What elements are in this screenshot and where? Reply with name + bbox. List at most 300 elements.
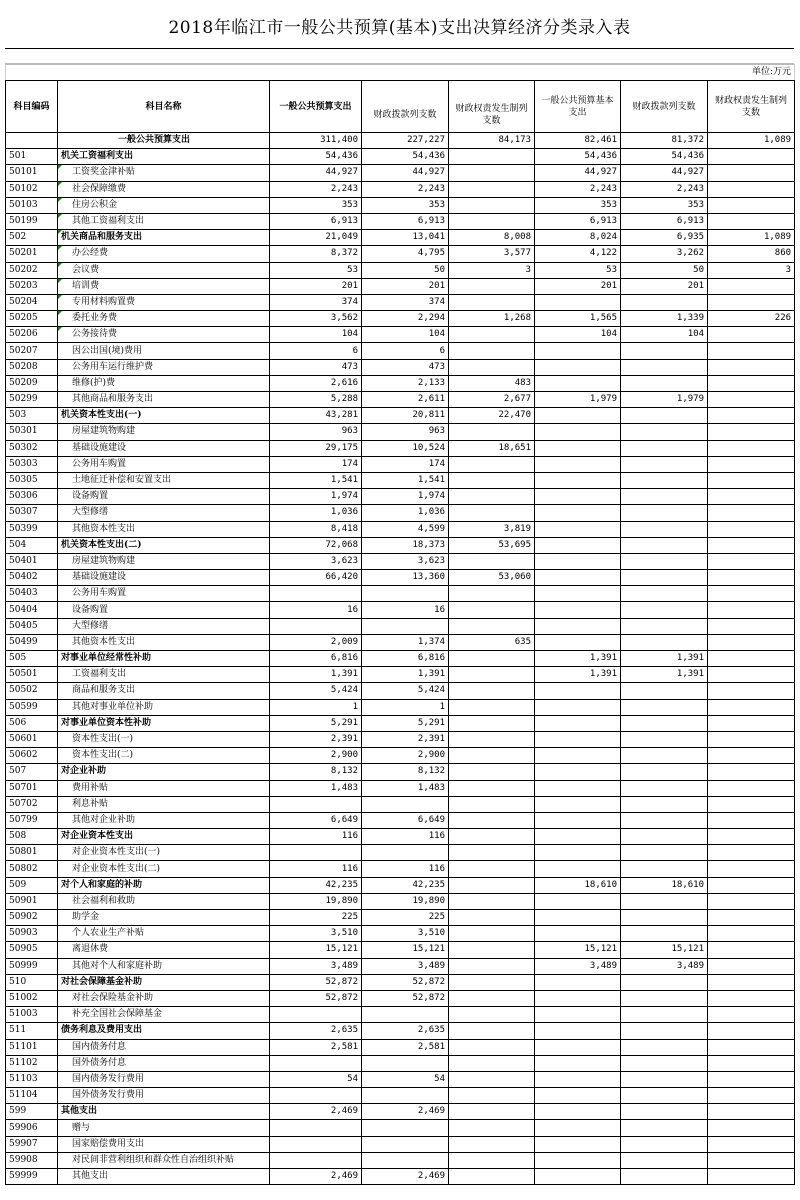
cell-basic-accrual[interactable]	[708, 472, 795, 488]
cell-total[interactable]: 104	[270, 327, 362, 343]
cell-name[interactable]: 房屋建筑物购建	[58, 424, 270, 440]
cell-basic-alloc[interactable]	[621, 974, 708, 990]
cell-alloc[interactable]: 19,890	[362, 893, 449, 909]
cell-basic-accrual[interactable]	[708, 942, 795, 958]
cell-basic-accrual[interactable]	[708, 149, 795, 165]
cell-name[interactable]: 其他支出	[58, 1104, 270, 1120]
cell-accrual[interactable]	[449, 958, 535, 974]
cell-basic-alloc[interactable]	[621, 1152, 708, 1168]
cell-code[interactable]: 50402	[6, 570, 58, 586]
cell-name[interactable]: 商品和服务支出	[58, 683, 270, 699]
cell-name[interactable]: 其他对企业补助	[58, 812, 270, 828]
cell-name[interactable]: 专用材料购置费	[58, 294, 270, 310]
cell-total[interactable]: 8,372	[270, 246, 362, 262]
cell-accrual[interactable]: 1,268	[449, 311, 535, 327]
cell-name[interactable]: 资本性支出(一)	[58, 731, 270, 747]
cell-code[interactable]: 59906	[6, 1120, 58, 1136]
cell-basic[interactable]: 18,610	[535, 877, 621, 893]
cell-basic[interactable]: 8,024	[535, 230, 621, 246]
cell-name[interactable]: 设备购置	[58, 602, 270, 618]
cell-basic-alloc[interactable]	[621, 1104, 708, 1120]
cell-total[interactable]: 374	[270, 294, 362, 310]
cell-code[interactable]: 50301	[6, 424, 58, 440]
cell-accrual[interactable]	[449, 974, 535, 990]
cell-total[interactable]: 201	[270, 278, 362, 294]
cell-basic-alloc[interactable]	[621, 715, 708, 731]
cell-basic-alloc[interactable]	[621, 812, 708, 828]
cell-code[interactable]: 50601	[6, 731, 58, 747]
cell-accrual[interactable]	[449, 715, 535, 731]
cell-code[interactable]: 50499	[6, 634, 58, 650]
cell-basic[interactable]	[535, 472, 621, 488]
cell-basic[interactable]	[535, 553, 621, 569]
cell-code[interactable]: 50199	[6, 213, 58, 229]
cell-basic-accrual[interactable]	[708, 327, 795, 343]
cell-total[interactable]	[270, 1007, 362, 1023]
cell-basic-alloc[interactable]	[621, 343, 708, 359]
cell-code[interactable]: 59908	[6, 1152, 58, 1168]
cell-accrual[interactable]	[449, 910, 535, 926]
cell-code[interactable]: 50905	[6, 942, 58, 958]
cell-basic-accrual[interactable]	[708, 165, 795, 181]
cell-alloc[interactable]: 2,133	[362, 375, 449, 391]
cell-code[interactable]: 50205	[6, 311, 58, 327]
cell-accrual[interactable]	[449, 359, 535, 375]
cell-basic-alloc[interactable]: 1,391	[621, 651, 708, 667]
cell-basic[interactable]	[535, 456, 621, 472]
cell-total[interactable]	[270, 618, 362, 634]
cell-basic[interactable]	[535, 489, 621, 505]
cell-basic-alloc[interactable]	[621, 1007, 708, 1023]
cell-total[interactable]: 3,510	[270, 926, 362, 942]
cell-name[interactable]: 大型修缮	[58, 505, 270, 521]
cell-name[interactable]: 资本性支出(二)	[58, 748, 270, 764]
cell-name[interactable]: 对企业资本性支出(二)	[58, 861, 270, 877]
cell-code[interactable]: 508	[6, 829, 58, 845]
cell-basic-accrual[interactable]: 226	[708, 311, 795, 327]
cell-basic-accrual[interactable]	[708, 553, 795, 569]
cell-total[interactable]: 5,424	[270, 683, 362, 699]
cell-name[interactable]: 对个人和家庭的补助	[58, 877, 270, 893]
cell-total[interactable]: 2,581	[270, 1039, 362, 1055]
cell-accrual[interactable]	[449, 1055, 535, 1071]
cell-total[interactable]: 54,436	[270, 149, 362, 165]
cell-name[interactable]: 公务用车购置	[58, 586, 270, 602]
cell-total[interactable]: 963	[270, 424, 362, 440]
cell-accrual[interactable]	[449, 553, 535, 569]
cell-basic-accrual[interactable]	[708, 651, 795, 667]
cell-basic-alloc[interactable]: 1,979	[621, 392, 708, 408]
cell-basic[interactable]	[535, 1039, 621, 1055]
cell-name[interactable]: 办公经费	[58, 246, 270, 262]
cell-basic[interactable]: 4,122	[535, 246, 621, 262]
cell-basic[interactable]: 53	[535, 262, 621, 278]
cell-basic-alloc[interactable]: 15,121	[621, 942, 708, 958]
cell-basic-alloc[interactable]	[621, 618, 708, 634]
cell-basic[interactable]	[535, 1088, 621, 1104]
cell-name[interactable]: 其他商品和服务支出	[58, 392, 270, 408]
cell-basic-alloc[interactable]	[621, 990, 708, 1006]
cell-basic[interactable]: 201	[535, 278, 621, 294]
cell-accrual[interactable]	[449, 602, 535, 618]
cell-name[interactable]: 工资福利支出	[58, 667, 270, 683]
cell-alloc[interactable]: 50	[362, 262, 449, 278]
cell-alloc[interactable]: 44,927	[362, 165, 449, 181]
cell-basic-accrual[interactable]	[708, 521, 795, 537]
cell-basic[interactable]	[535, 424, 621, 440]
cell-basic[interactable]	[535, 602, 621, 618]
cell-total[interactable]: 2,391	[270, 731, 362, 747]
cell-total[interactable]: 53	[270, 262, 362, 278]
cell-alloc[interactable]: 5,424	[362, 683, 449, 699]
cell-name[interactable]: 机关商品和服务支出	[58, 230, 270, 246]
cell-basic-alloc[interactable]: 1,339	[621, 311, 708, 327]
cell-alloc[interactable]: 963	[362, 424, 449, 440]
cell-code[interactable]: 50103	[6, 197, 58, 213]
cell-alloc[interactable]: 2,900	[362, 748, 449, 764]
cell-name[interactable]: 社会福利和救助	[58, 893, 270, 909]
cell-basic-accrual[interactable]: 1,089	[708, 230, 795, 246]
cell-alloc[interactable]	[362, 1055, 449, 1071]
cell-total[interactable]	[270, 1088, 362, 1104]
cell-basic[interactable]	[535, 910, 621, 926]
cell-name[interactable]: 其他对个人和家庭补助	[58, 958, 270, 974]
cell-total[interactable]: 21,049	[270, 230, 362, 246]
cell-code[interactable]: 599	[6, 1104, 58, 1120]
cell-accrual[interactable]	[449, 699, 535, 715]
cell-alloc[interactable]	[362, 618, 449, 634]
cell-name[interactable]: 对社会保障基金补助	[58, 974, 270, 990]
cell-total[interactable]: 8,132	[270, 764, 362, 780]
cell-basic-alloc[interactable]	[621, 359, 708, 375]
cell-alloc[interactable]: 20,811	[362, 408, 449, 424]
cell-basic[interactable]	[535, 343, 621, 359]
cell-code[interactable]: 50599	[6, 699, 58, 715]
cell-basic-alloc[interactable]	[621, 861, 708, 877]
cell-total[interactable]: 72,068	[270, 537, 362, 553]
cell-accrual[interactable]	[449, 1088, 535, 1104]
cell-basic-accrual[interactable]	[708, 1169, 795, 1185]
cell-basic-accrual[interactable]	[708, 877, 795, 893]
cell-basic-accrual[interactable]	[708, 845, 795, 861]
cell-code[interactable]: 50302	[6, 440, 58, 456]
cell-basic-accrual[interactable]	[708, 926, 795, 942]
cell-basic-accrual[interactable]	[708, 715, 795, 731]
cell-basic[interactable]	[535, 974, 621, 990]
cell-basic[interactable]	[535, 731, 621, 747]
cell-basic-alloc[interactable]	[621, 602, 708, 618]
cell-basic-accrual[interactable]	[708, 343, 795, 359]
cell-alloc[interactable]: 6,913	[362, 213, 449, 229]
cell-basic-accrual[interactable]	[708, 375, 795, 391]
cell-alloc[interactable]	[362, 1007, 449, 1023]
cell-basic-accrual[interactable]: 3	[708, 262, 795, 278]
cell-basic-accrual[interactable]	[708, 764, 795, 780]
cell-basic-alloc[interactable]: 2,243	[621, 181, 708, 197]
cell-code[interactable]: 59907	[6, 1136, 58, 1152]
cell-basic[interactable]	[535, 1007, 621, 1023]
cell-basic-accrual[interactable]	[708, 392, 795, 408]
cell-basic[interactable]: 44,927	[535, 165, 621, 181]
cell-name[interactable]: 债务利息及费用支出	[58, 1023, 270, 1039]
cell-basic[interactable]	[535, 1152, 621, 1168]
cell-code[interactable]: 50801	[6, 845, 58, 861]
cell-basic[interactable]: 1,391	[535, 667, 621, 683]
cell-alloc[interactable]: 16	[362, 602, 449, 618]
cell-basic-accrual[interactable]	[708, 213, 795, 229]
cell-alloc[interactable]: 1,036	[362, 505, 449, 521]
cell-basic-accrual[interactable]	[708, 699, 795, 715]
cell-basic-alloc[interactable]	[621, 1071, 708, 1087]
cell-total[interactable]: 473	[270, 359, 362, 375]
cell-accrual[interactable]	[449, 149, 535, 165]
cell-basic-accrual[interactable]	[708, 1152, 795, 1168]
cell-alloc[interactable]: 52,872	[362, 990, 449, 1006]
cell-code[interactable]: 50501	[6, 667, 58, 683]
cell-basic-accrual[interactable]	[708, 586, 795, 602]
cell-basic-accrual[interactable]	[708, 910, 795, 926]
cell-basic[interactable]	[535, 375, 621, 391]
cell-basic-accrual[interactable]	[708, 1007, 795, 1023]
cell-code[interactable]: 50204	[6, 294, 58, 310]
cell-name[interactable]: 维修(护)费	[58, 375, 270, 391]
cell-total[interactable]	[270, 796, 362, 812]
cell-alloc[interactable]: 473	[362, 359, 449, 375]
cell-accrual[interactable]	[449, 731, 535, 747]
cell-total[interactable]: 174	[270, 456, 362, 472]
cell-basic[interactable]	[535, 1120, 621, 1136]
cell-alloc[interactable]: 201	[362, 278, 449, 294]
cell-alloc[interactable]: 3,510	[362, 926, 449, 942]
cell-alloc[interactable]: 2,391	[362, 731, 449, 747]
cell-name[interactable]: 基础设施建设	[58, 570, 270, 586]
cell-accrual[interactable]	[449, 764, 535, 780]
cell-basic-accrual[interactable]	[708, 731, 795, 747]
cell-name[interactable]: 其他工资福利支出	[58, 213, 270, 229]
cell-basic-alloc[interactable]: 81,372	[621, 133, 708, 149]
cell-basic[interactable]: 54,436	[535, 149, 621, 165]
cell-total[interactable]: 6	[270, 343, 362, 359]
cell-accrual[interactable]	[449, 683, 535, 699]
cell-basic[interactable]	[535, 521, 621, 537]
cell-basic[interactable]	[535, 796, 621, 812]
cell-code[interactable]: 51003	[6, 1007, 58, 1023]
cell-accrual[interactable]	[449, 1104, 535, 1120]
cell-accrual[interactable]	[449, 197, 535, 213]
cell-code[interactable]: 506	[6, 715, 58, 731]
cell-basic-accrual[interactable]: 860	[708, 246, 795, 262]
cell-alloc[interactable]: 174	[362, 456, 449, 472]
cell-total[interactable]: 54	[270, 1071, 362, 1087]
cell-basic-alloc[interactable]	[621, 424, 708, 440]
cell-total[interactable]	[270, 845, 362, 861]
cell-total[interactable]	[270, 1055, 362, 1071]
cell-code[interactable]: 50901	[6, 893, 58, 909]
cell-code[interactable]: 51101	[6, 1039, 58, 1055]
cell-total[interactable]: 1	[270, 699, 362, 715]
cell-accrual[interactable]	[449, 1071, 535, 1087]
cell-basic[interactable]	[535, 618, 621, 634]
cell-name[interactable]: 培训费	[58, 278, 270, 294]
cell-alloc[interactable]: 18,373	[362, 537, 449, 553]
cell-alloc[interactable]: 2,635	[362, 1023, 449, 1039]
cell-basic[interactable]	[535, 893, 621, 909]
cell-basic-accrual[interactable]	[708, 424, 795, 440]
cell-basic-accrual[interactable]	[708, 667, 795, 683]
cell-basic[interactable]	[535, 829, 621, 845]
cell-accrual[interactable]: 635	[449, 634, 535, 650]
cell-total[interactable]	[270, 1136, 362, 1152]
cell-accrual[interactable]	[449, 942, 535, 958]
cell-basic[interactable]	[535, 845, 621, 861]
cell-accrual[interactable]: 22,470	[449, 408, 535, 424]
cell-name[interactable]: 其他对事业单位补助	[58, 699, 270, 715]
cell-code[interactable]: 51104	[6, 1088, 58, 1104]
cell-basic-accrual[interactable]	[708, 294, 795, 310]
cell-code[interactable]: 59999	[6, 1169, 58, 1185]
cell-basic-alloc[interactable]	[621, 796, 708, 812]
cell-alloc[interactable]: 116	[362, 861, 449, 877]
cell-code[interactable]: 50602	[6, 748, 58, 764]
cell-total[interactable]: 44,927	[270, 165, 362, 181]
cell-name[interactable]: 国外债务付息	[58, 1055, 270, 1071]
cell-basic[interactable]	[535, 586, 621, 602]
cell-basic[interactable]	[535, 715, 621, 731]
cell-basic-accrual[interactable]	[708, 408, 795, 424]
cell-code[interactable]: 50201	[6, 246, 58, 262]
cell-name[interactable]: 对企业补助	[58, 764, 270, 780]
cell-code[interactable]: 511	[6, 1023, 58, 1039]
cell-code[interactable]: 509	[6, 877, 58, 893]
cell-basic-alloc[interactable]: 18,610	[621, 877, 708, 893]
cell-basic-alloc[interactable]	[621, 1120, 708, 1136]
cell-accrual[interactable]	[449, 505, 535, 521]
cell-alloc[interactable]: 10,524	[362, 440, 449, 456]
cell-accrual[interactable]: 3,819	[449, 521, 535, 537]
cell-basic-alloc[interactable]	[621, 1055, 708, 1071]
cell-basic-alloc[interactable]	[621, 829, 708, 845]
cell-basic-accrual[interactable]	[708, 683, 795, 699]
cell-total[interactable]: 2,243	[270, 181, 362, 197]
cell-code[interactable]: 504	[6, 537, 58, 553]
cell-basic[interactable]	[535, 812, 621, 828]
cell-basic-accrual[interactable]	[708, 1136, 795, 1152]
cell-basic-alloc[interactable]	[621, 440, 708, 456]
cell-basic-alloc[interactable]	[621, 1039, 708, 1055]
cell-basic-accrual[interactable]	[708, 1023, 795, 1039]
cell-name[interactable]: 国外债务发行费用	[58, 1088, 270, 1104]
cell-alloc[interactable]: 3,489	[362, 958, 449, 974]
cell-total[interactable]: 2,009	[270, 634, 362, 650]
cell-basic-alloc[interactable]	[621, 699, 708, 715]
cell-total[interactable]: 116	[270, 829, 362, 845]
cell-alloc[interactable]: 13,041	[362, 230, 449, 246]
cell-total[interactable]: 3,489	[270, 958, 362, 974]
cell-basic-accrual[interactable]	[708, 796, 795, 812]
cell-alloc[interactable]	[362, 845, 449, 861]
cell-basic-alloc[interactable]	[621, 926, 708, 942]
cell-alloc[interactable]: 104	[362, 327, 449, 343]
cell-basic[interactable]	[535, 990, 621, 1006]
cell-code[interactable]: 50306	[6, 489, 58, 505]
cell-basic[interactable]	[535, 1071, 621, 1087]
cell-basic[interactable]: 3,489	[535, 958, 621, 974]
cell-total[interactable]: 2,635	[270, 1023, 362, 1039]
cell-total[interactable]: 116	[270, 861, 362, 877]
cell-basic-alloc[interactable]: 1,391	[621, 667, 708, 683]
cell-basic[interactable]	[535, 294, 621, 310]
cell-name[interactable]: 房屋建筑物购建	[58, 553, 270, 569]
cell-basic[interactable]	[535, 1104, 621, 1120]
cell-accrual[interactable]	[449, 667, 535, 683]
cell-name[interactable]: 对民间非营利组织和群众性自治组织补贴	[58, 1152, 270, 1168]
cell-name[interactable]: 机关资本性支出(一)	[58, 408, 270, 424]
cell-basic[interactable]	[535, 699, 621, 715]
cell-basic-alloc[interactable]: 201	[621, 278, 708, 294]
cell-basic-accrual[interactable]	[708, 489, 795, 505]
cell-code[interactable]: 505	[6, 651, 58, 667]
cell-basic-accrual[interactable]	[708, 861, 795, 877]
cell-total[interactable]: 52,872	[270, 990, 362, 1006]
cell-code[interactable]: 50102	[6, 181, 58, 197]
cell-name[interactable]: 其他支出	[58, 1169, 270, 1185]
cell-basic-alloc[interactable]	[621, 408, 708, 424]
cell-basic-accrual[interactable]	[708, 1104, 795, 1120]
cell-basic-accrual[interactable]	[708, 359, 795, 375]
cell-alloc[interactable]	[362, 1136, 449, 1152]
cell-code[interactable]: 50401	[6, 553, 58, 569]
cell-code[interactable]	[6, 133, 58, 149]
cell-total[interactable]: 1,036	[270, 505, 362, 521]
cell-basic-accrual[interactable]	[708, 748, 795, 764]
cell-alloc[interactable]: 1,374	[362, 634, 449, 650]
cell-basic[interactable]	[535, 780, 621, 796]
cell-accrual[interactable]	[449, 1120, 535, 1136]
cell-alloc[interactable]: 2,469	[362, 1104, 449, 1120]
cell-name[interactable]: 工资奖金津补贴	[58, 165, 270, 181]
cell-total[interactable]: 5,291	[270, 715, 362, 731]
cell-name[interactable]: 机关工资福利支出	[58, 149, 270, 165]
cell-total[interactable]: 1,541	[270, 472, 362, 488]
cell-basic-accrual[interactable]	[708, 537, 795, 553]
cell-basic-accrual[interactable]	[708, 181, 795, 197]
cell-total[interactable]: 8,418	[270, 521, 362, 537]
cell-basic[interactable]	[535, 764, 621, 780]
cell-accrual[interactable]: 3	[449, 262, 535, 278]
cell-basic[interactable]: 353	[535, 197, 621, 213]
cell-basic-alloc[interactable]	[621, 505, 708, 521]
cell-basic-accrual[interactable]	[708, 893, 795, 909]
cell-basic-accrual[interactable]	[708, 1039, 795, 1055]
cell-total[interactable]: 3,623	[270, 553, 362, 569]
cell-alloc[interactable]: 13,360	[362, 570, 449, 586]
cell-total[interactable]: 6,913	[270, 213, 362, 229]
cell-alloc[interactable]: 1	[362, 699, 449, 715]
cell-code[interactable]: 507	[6, 764, 58, 780]
cell-basic-alloc[interactable]	[621, 489, 708, 505]
cell-accrual[interactable]	[449, 327, 535, 343]
cell-basic-accrual[interactable]	[708, 1120, 795, 1136]
cell-name[interactable]: 社会保障缴费	[58, 181, 270, 197]
cell-accrual[interactable]: 3,577	[449, 246, 535, 262]
cell-accrual[interactable]	[449, 294, 535, 310]
cell-code[interactable]: 50403	[6, 586, 58, 602]
cell-name[interactable]: 机关资本性支出(二)	[58, 537, 270, 553]
cell-accrual[interactable]	[449, 845, 535, 861]
cell-basic[interactable]: 104	[535, 327, 621, 343]
cell-accrual[interactable]	[449, 796, 535, 812]
cell-accrual[interactable]	[449, 586, 535, 602]
